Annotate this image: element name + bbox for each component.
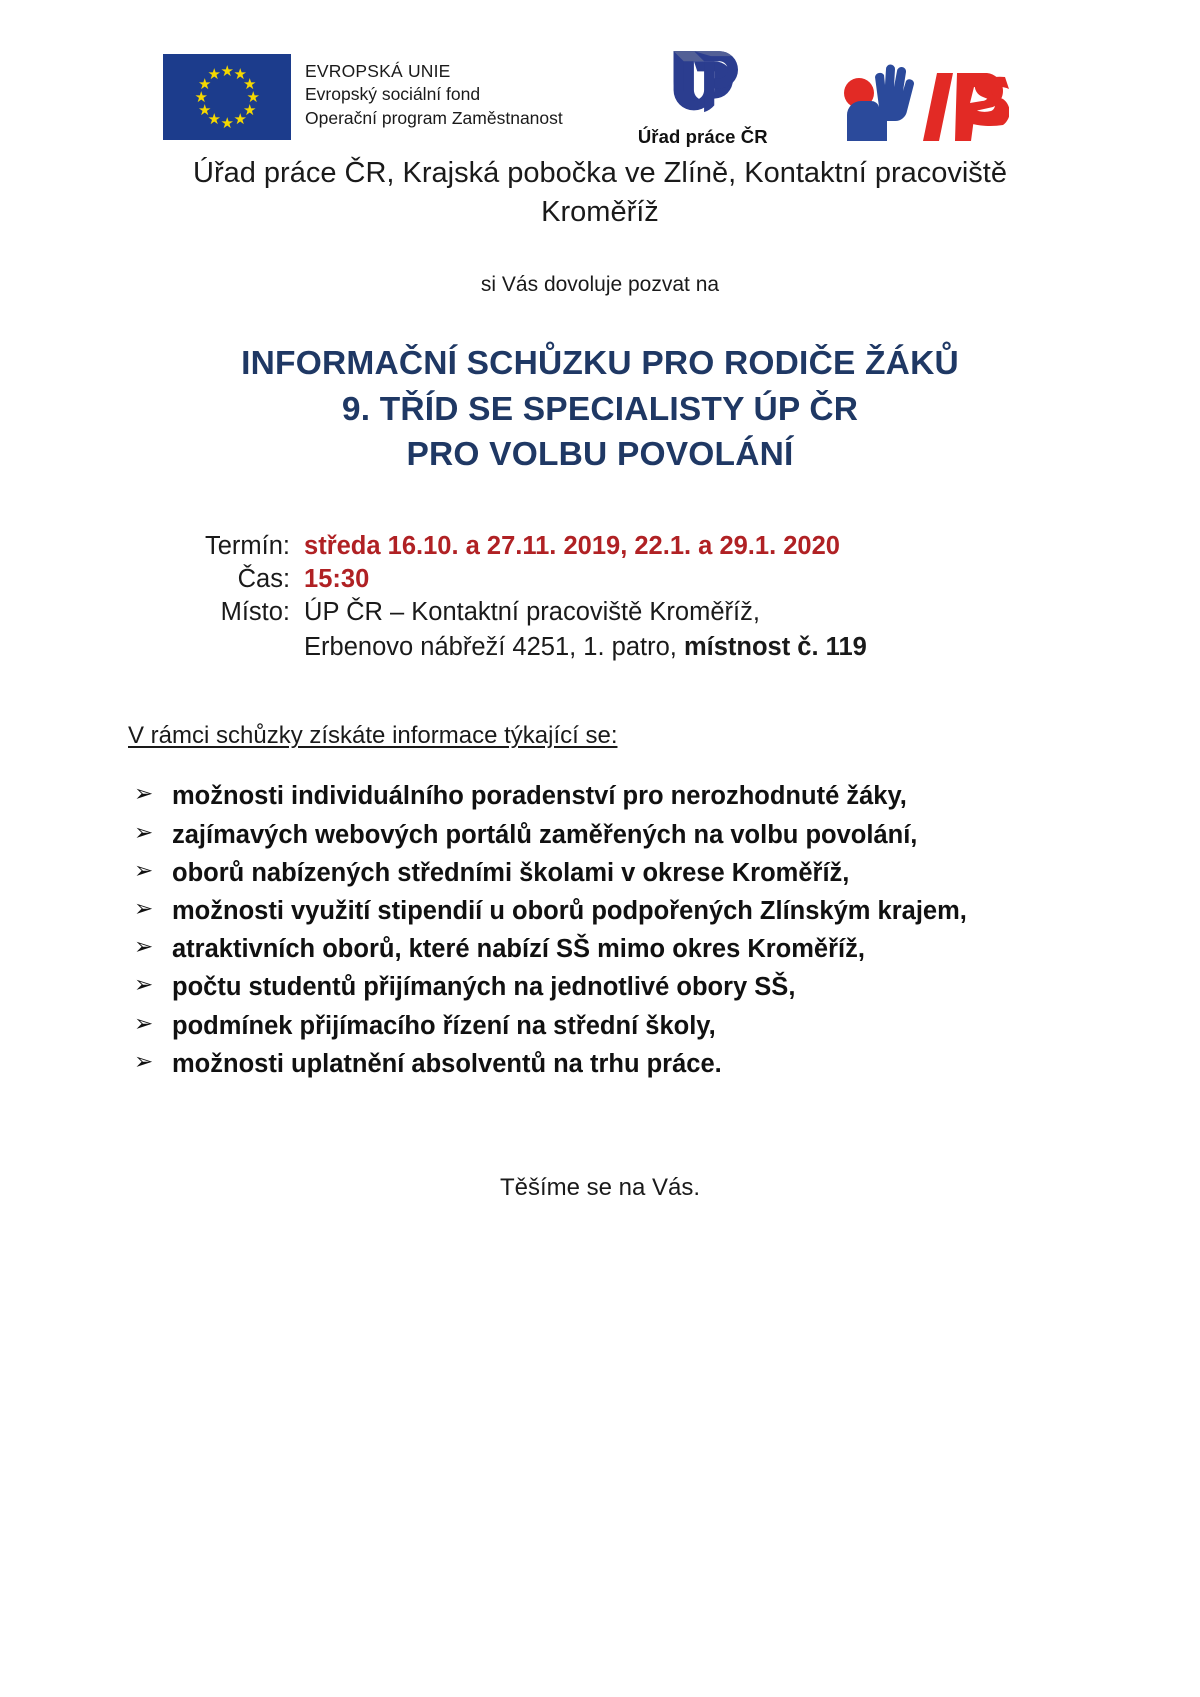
address-street: Erbenovo nábřeží 4251, 1. patro,	[304, 633, 684, 662]
title-line-1: INFORMAČNÍ SCHŮZKU PRO RODIČE ŽÁKŮ	[241, 345, 959, 383]
list-item-text: podmínek přijímacího řízení na střední školy,	[172, 1011, 716, 1040]
logo-bar	[0, 0, 1200, 147]
eu-star-icon: ★	[207, 64, 221, 83]
title-line-3: PRO VOLBU POVOLÁNÍ	[406, 436, 794, 474]
term-value: středa 16.10. a 27.11. 2019, 22.1. a 29.1. 2020	[304, 531, 840, 560]
eu-flag-icon	[163, 54, 291, 140]
urad-prace-logo	[627, 46, 779, 148]
bullet-arrow-icon: ➢	[134, 857, 154, 884]
section-intro: V rámci schůzky získáte informace týkající se:	[128, 722, 618, 750]
eu-star-icon: ★	[220, 113, 234, 132]
list-item-text: zajímavých webových portálů zaměřených na volbu povolání,	[172, 820, 918, 849]
bullet-arrow-icon: ➢	[134, 1048, 154, 1075]
closing-line: Těšíme se na Vás.	[499, 1173, 701, 1201]
address-room: místnost č. 119	[683, 633, 867, 662]
list-item	[128, 1046, 1008, 1082]
bullet-arrow-icon: ➢	[134, 1010, 154, 1037]
list-item	[128, 778, 1008, 814]
invitation-line: si Vás dovoluje pozvat na	[480, 273, 720, 297]
eu-line-3: Operační program Zaměstnanost	[305, 107, 563, 128]
eu-star-icon: ★	[246, 87, 260, 106]
term-label: Termín:	[205, 531, 291, 560]
bullet-arrow-icon: ➢	[134, 781, 154, 808]
eu-star-icon: ★	[233, 110, 247, 129]
place-value: ÚP ČR – Kontaktní pracoviště Kroměříž,	[304, 598, 760, 627]
list-item	[128, 855, 1008, 891]
list-item-text: možnosti využití stipendií u oborů podpořených Zlínským krajem,	[172, 896, 967, 925]
time-label: Čas:	[237, 564, 291, 593]
list-item-text: možnosti uplatnění absolventů na trhu práce.	[172, 1049, 722, 1078]
list-item	[128, 931, 1008, 967]
bullet-arrow-icon: ➢	[134, 819, 154, 846]
eu-line-1: EVROPSKÁ UNIE	[305, 61, 451, 81]
detail-row-address	[205, 629, 867, 664]
detail-row-place	[205, 596, 867, 629]
place-label: Místo:	[220, 598, 291, 627]
time-value: 15:30	[304, 564, 370, 593]
list-item-text: možnosti individuálního poradenství pro nerozhodnuté žáky,	[172, 782, 907, 811]
eu-logo-text	[305, 54, 563, 130]
bullet-arrow-icon: ➢	[134, 895, 154, 922]
list-item-text: atraktivních oborů, které nabízí SŠ mimo okres Kroměříž,	[172, 935, 865, 964]
list-item	[128, 1008, 1008, 1044]
address-value	[304, 629, 867, 664]
eu-star-icon: ★	[197, 74, 212, 93]
eu-star-icon: ★	[243, 100, 257, 119]
address-label-spacer	[205, 629, 304, 664]
list-item	[128, 969, 1008, 1005]
page-title	[100, 341, 1100, 478]
ips-logo-icon	[819, 49, 1009, 141]
bullet-arrow-icon: ➢	[134, 972, 154, 999]
eu-star-icon: ★	[243, 74, 257, 93]
ips-logo	[819, 49, 1009, 146]
eu-star-icon: ★	[194, 87, 208, 106]
list-item	[128, 817, 1008, 853]
up-monogram-icon	[660, 46, 745, 124]
eu-star-icon: ★	[207, 110, 221, 129]
event-details	[205, 530, 1200, 665]
eu-line-2: Evropský sociální fond	[305, 84, 481, 105]
detail-row-time	[205, 563, 867, 596]
eu-star-icon: ★	[197, 100, 212, 119]
organization-line: Úřad práce ČR, Krajská pobočka ve Zlíně, Kontaktní pracoviště Kroměříž	[193, 157, 1007, 228]
list-item	[128, 893, 1008, 929]
bullet-arrow-icon: ➢	[134, 934, 154, 961]
eu-logo	[163, 54, 563, 140]
list-item-text: oborů nabízených středními školami v okrese Kroměříž,	[172, 858, 850, 887]
up-logo-caption: Úřad práce ČR	[637, 126, 768, 147]
info-list	[128, 778, 1008, 1082]
detail-row-term	[205, 530, 867, 563]
list-item-text: počtu studentů přijímaných na jednotlivé obory SŠ,	[172, 973, 796, 1002]
eu-star-icon: ★	[220, 61, 234, 80]
eu-star-icon: ★	[233, 64, 247, 83]
title-line-2: 9. TŘÍD SE SPECIALISTY ÚP ČR	[341, 390, 859, 428]
